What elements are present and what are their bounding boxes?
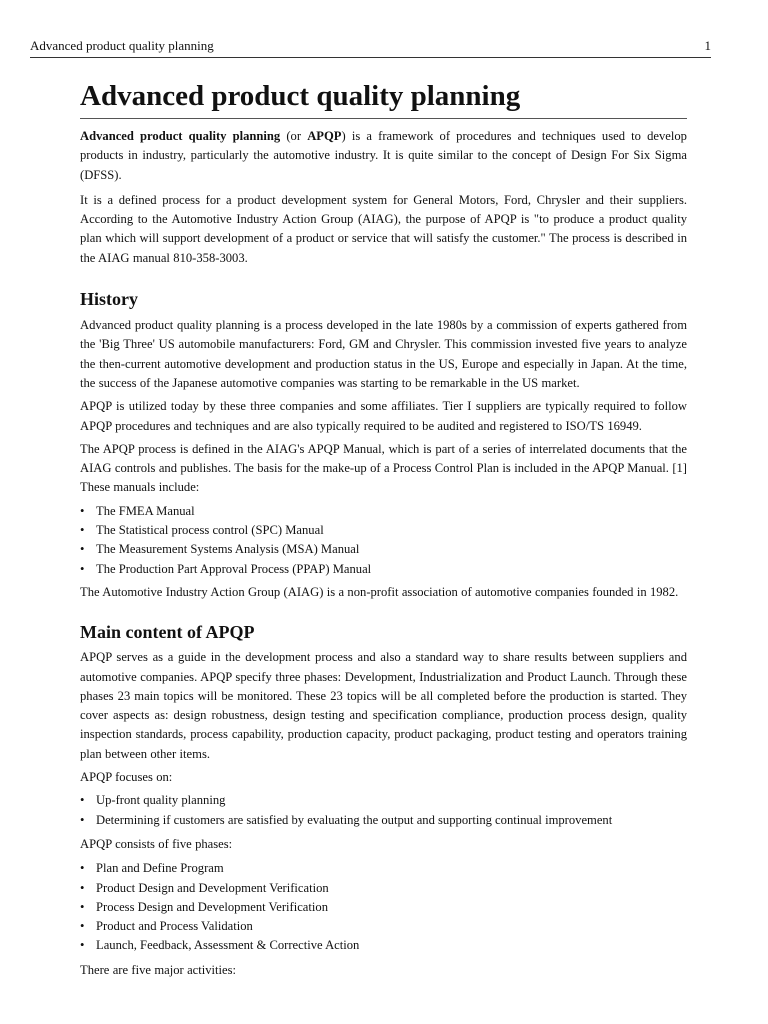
focus-list bbox=[80, 791, 687, 830]
activities-intro: There are five major activities: bbox=[80, 962, 237, 977]
running-header bbox=[30, 37, 711, 58]
history-heading: History bbox=[80, 289, 138, 310]
aiag-paragraph: The Automotive Industry Action Group (AIAG) is a non-profit association of automotive companies founded in 1982. bbox=[80, 584, 679, 599]
phases-intro: APQP consists of five phases: bbox=[80, 836, 233, 851]
list-item: • Product Design and Development Verification bbox=[80, 879, 687, 898]
main-content-heading: Main content of APQP bbox=[80, 622, 255, 643]
article-title: Advanced product quality planning bbox=[80, 78, 687, 119]
list-item: • Process Design and Development Verification bbox=[80, 898, 687, 917]
intro-text-or: (or bbox=[280, 129, 308, 143]
list-item: • Plan and Define Program bbox=[80, 859, 687, 878]
list-item: • The Measurement Systems Analysis (MSA) Manual bbox=[80, 540, 687, 559]
running-title: Advanced product quality planning bbox=[30, 38, 214, 53]
main-content-paragraph: APQP serves as a guide in the development process and also a standard way to share results between suppliers and automotive companies. APQP specify three phases: Development, Industrialization and Product Launch. Through these phases 23 main topics will be monitored. These 23 topics will be all completed before the production is started. They cover aspects as: design robustness, design testing and specification compliance, production process design, quality inspection standards, process capability, production capacity, product packaging, product testing and operators training plan between other items. bbox=[80, 650, 687, 761]
purpose-paragraph: It is a defined process for a product development system for General Motors, Ford, Chrysler and their suppliers. According to the Automotive Industry Action Group (AIAG), the purpose of APQP is "to produce a product quality plan which will support development of a product or service that will satisfy the customer." The process is described in the AIAG manual 810-358-3003. bbox=[80, 192, 687, 265]
list-item: • Determining if customers are satisfied by evaluating the output and supporting continual improvement bbox=[80, 811, 687, 830]
list-item: • Product and Process Validation bbox=[80, 917, 687, 936]
list-item: • The FMEA Manual bbox=[80, 502, 687, 521]
manuals-list bbox=[80, 502, 687, 579]
list-item: • Up-front quality planning bbox=[80, 791, 687, 810]
focus-intro: APQP focuses on: bbox=[80, 770, 173, 785]
list-item: • The Production Part Approval Process (PPAP) Manual bbox=[80, 560, 687, 579]
page-number: 1 bbox=[704, 38, 711, 53]
history-paragraph-2: APQP is utilized today by these three companies and some affiliates. Tier I suppliers are typically required to follow APQP procedures and techniques and are also typically required to be audited and registered to ISO/TS 16949. bbox=[80, 399, 687, 433]
article-body bbox=[80, 78, 687, 980]
phases-list bbox=[80, 859, 687, 955]
intro-text-rest: ) is a framework of procedures and techniques used to develop products in industry, particularly the automotive industry. It is quite similar to the concept of Design For Six Sigma (DFSS). bbox=[80, 129, 687, 182]
intro-paragraph bbox=[80, 127, 687, 185]
intro-bold-term: Advanced product quality planning bbox=[80, 129, 281, 143]
list-item: • Launch, Feedback, Assessment & Corrective Action bbox=[80, 936, 687, 955]
history-paragraph-3: The APQP process is defined in the AIAG's APQP Manual, which is part of a series of interrelated documents that the AIAG controls and publishes. The basis for the make-up of a Process Control Plan is included in the APQP Manual. [1] These manuals include: bbox=[80, 441, 687, 495]
list-item: • The Statistical process control (SPC) Manual bbox=[80, 521, 687, 540]
history-paragraph-1: Advanced product quality planning is a process developed in the late 1980s by a commission of experts gathered from the 'Big Three' US automobile manufacturers: Ford, GM and Chrysler. This commission invested five years to analyze the then-current automotive development and production status in the US, Europe and especially in Japan. At the time, the success of the Japanese automotive companies was starting to be remarkable in the US market. bbox=[80, 318, 687, 390]
intro-bold-acronym: APQP bbox=[307, 129, 342, 143]
